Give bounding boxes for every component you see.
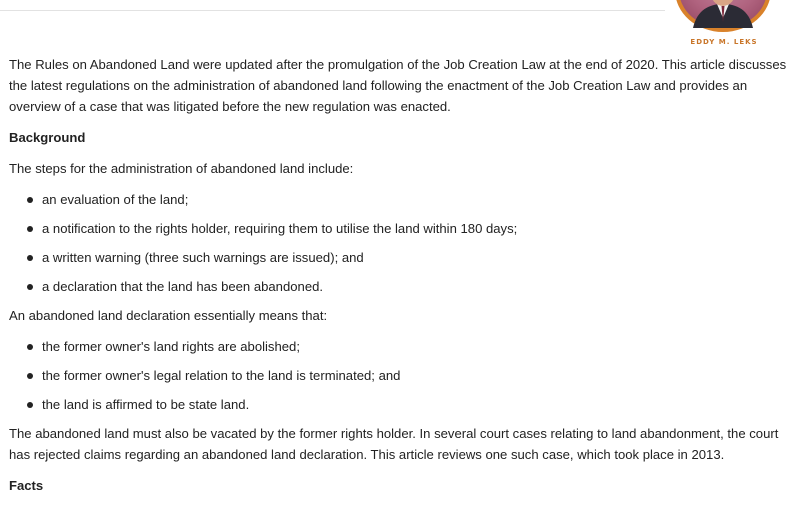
background-heading: Background (9, 130, 86, 145)
steps-intro: The steps for the administration of abandoned land include: (9, 161, 354, 176)
intro-paragraph: The Rules on Abandoned Land were updated after the promulgation of the Job Creation Law at the end of 2020. This article discusses the latest regulations on the administration of abandoned land following the enactment of the Job Creation Law and provides an overview of a case that was litigated before the new regulation was enacted. (9, 57, 787, 114)
list-item: an evaluation of the land; (42, 189, 794, 210)
declaration-list (9, 336, 794, 415)
list-item: the former owner's legal relation to the land is terminated; and (42, 365, 794, 386)
person-icon (679, 0, 767, 28)
author-avatar[interactable] (675, 0, 771, 32)
facts-heading: Facts (9, 478, 44, 493)
author-name: EDDY M. LEKS (690, 38, 758, 46)
list-item: a written warning (three such warnings are issued); and (42, 247, 794, 268)
steps-list (9, 189, 794, 297)
list-item: the former owner's land rights are abolished; (42, 336, 794, 357)
list-item: a notification to the rights holder, requiring them to utilise the land within 180 days; (42, 218, 794, 239)
list-item: the land is affirmed to be state land. (42, 394, 794, 415)
declaration-intro: An abandoned land declaration essentially means that: (9, 308, 328, 323)
vacated-paragraph: The abandoned land must also be vacated by the former rights holder. In several court cases relating to land abandonment, the court has rejected claims regarding an abandoned land declaration. This article reviews one such case, which took place in 2013. (9, 426, 779, 462)
author-card[interactable] (668, 0, 780, 50)
list-item: a declaration that the land has been abandoned. (42, 276, 794, 297)
header-divider (0, 10, 665, 11)
article-body (9, 54, 794, 506)
